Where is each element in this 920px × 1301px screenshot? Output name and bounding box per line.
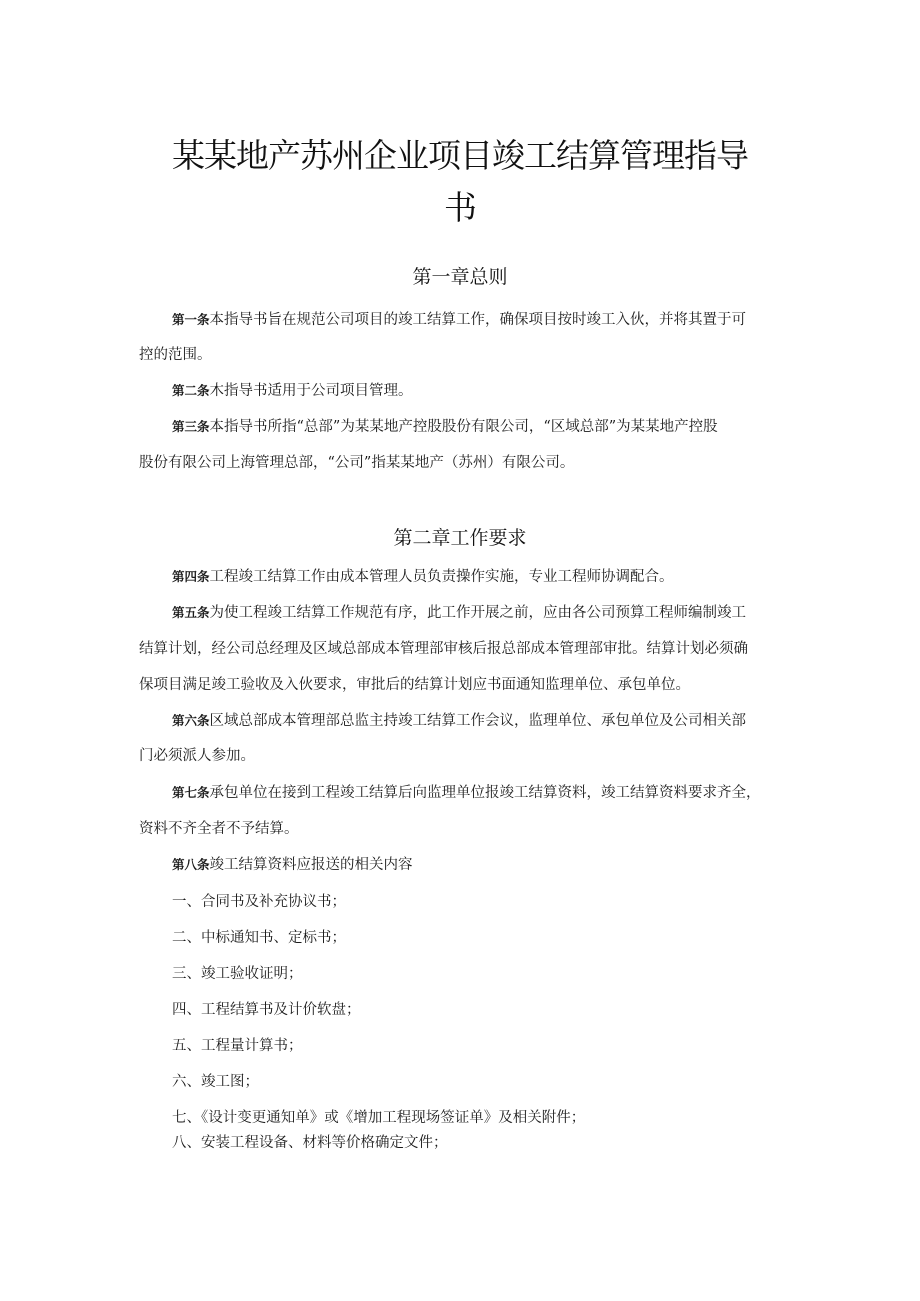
article-5-text: 为使工程竣工结算工作规范有序，此工作开展之前，应由各公司预算工程师编制竣工 [209, 605, 747, 621]
list-item: 八、安装工程设备、材料等价格确定文件； [172, 1135, 448, 1151]
article-7-line-1 [172, 783, 761, 803]
article-5-line-1 [172, 603, 746, 623]
article-4-label: 第四条 [172, 569, 210, 584]
article-6-line-1 [172, 711, 746, 731]
article-2-text: 木指导书适用于公司项目管理。 [209, 383, 413, 399]
article-7-text: 承包单位在接到工程竣工结算后向监理单位报竣工结算资料，竣工结算资料要求齐全， [209, 785, 761, 801]
document-title-line-1: 某某地产苏州企业项目竣工结算管理指导 [172, 136, 748, 175]
list-item: 三、竣工验收证明； [172, 966, 303, 982]
article-7-label: 第七条 [172, 785, 210, 800]
article-8-text: 竣工结算资料应报送的相关内容 [209, 857, 413, 873]
article-3-line-1 [172, 417, 718, 437]
article-5-label: 第五条 [172, 605, 210, 620]
article-5-line-2: 结算计划，经公司总经理及区域总部成本管理部审核后报总部成本管理部审批。结算计划必须确 [139, 641, 748, 657]
article-3-text: 本指导书所指“总部”为某某地产控股股份有限公司，“区域总部”为某某地产控股 [209, 419, 718, 435]
list-item: 七、《设计变更通知单》或《增加工程现场签证单》及相关附件； [172, 1110, 586, 1126]
article-6-line-2: 门必须派人参加。 [139, 748, 255, 764]
list-item: 四、工程结算书及计价软盘； [172, 1002, 361, 1018]
article-5-line-3: 保项目满足竣工验收及入伙要求，审批后的结算计划应书面通知监理单位、承包单位。 [139, 677, 690, 693]
article-6-text: 区域总部成本管理部总监主持竣工结算工作会议，监理单位、承包单位及公司相关部 [209, 713, 747, 729]
article-1-text: 本指导书旨在规范公司项目的竣工结算工作，确保项目按时竣工入伙，并将其置于可 [209, 312, 747, 328]
chapter-2-heading: 第二章工作要求 [393, 527, 527, 549]
article-4-text: 工程竣工结算工作由成本管理人员负责操作实施，专业工程师协调配合。 [209, 569, 674, 585]
article-1-label: 第一条 [172, 312, 210, 327]
chapter-1-heading: 第一章总则 [412, 266, 508, 288]
article-2-label: 第二条 [172, 383, 210, 398]
list-item: 六、竣工图； [172, 1074, 259, 1090]
article-3-label: 第三条 [172, 419, 210, 434]
article-3-line-2: 股份有限公司上海管理总部，“公司”指某某地产（苏州）有限公司。 [139, 455, 575, 471]
article-6-label: 第六条 [172, 713, 210, 728]
list-item: 一、合同书及补充协议书； [172, 894, 346, 910]
article-2-line-1 [172, 381, 413, 401]
article-7-line-2: 资料不齐全者不予结算。 [139, 821, 299, 837]
article-1-line-2: 控的范围。 [139, 347, 212, 363]
article-8-line-1 [172, 855, 413, 875]
list-item: 二、中标通知书、定标书； [172, 930, 346, 946]
article-4-line-1 [172, 567, 674, 587]
article-1-line-1 [172, 310, 746, 330]
document-title-line-2: 书 [444, 188, 476, 227]
list-item: 五、工程量计算书； [172, 1038, 303, 1054]
article-8-label: 第八条 [172, 857, 210, 872]
